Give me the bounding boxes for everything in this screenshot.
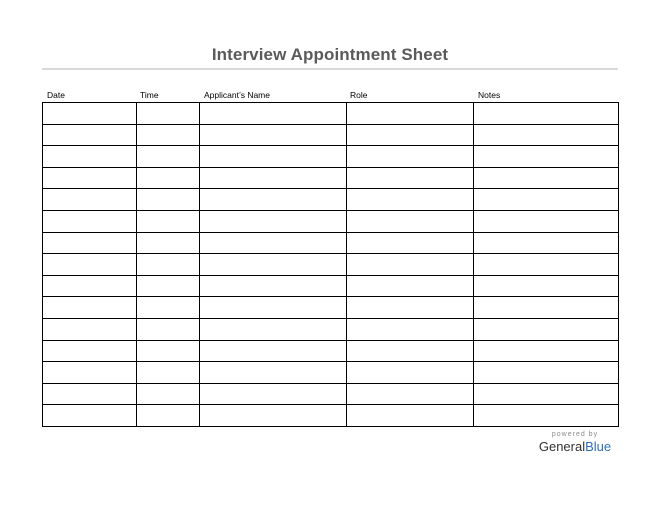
cell-notes[interactable] (474, 189, 619, 211)
cell-role[interactable] (347, 383, 474, 405)
table-row (43, 210, 619, 232)
table-row (43, 362, 619, 384)
column-header-notes: Notes (478, 90, 501, 100)
cell-applicant-name[interactable] (200, 340, 347, 362)
table-row (43, 189, 619, 211)
cell-role[interactable] (347, 232, 474, 254)
cell-notes[interactable] (474, 318, 619, 340)
cell-date[interactable] (43, 297, 137, 319)
cell-applicant-name[interactable] (200, 318, 347, 340)
cell-notes[interactable] (474, 232, 619, 254)
cell-role[interactable] (347, 297, 474, 319)
title-divider (42, 68, 618, 70)
cell-time[interactable] (137, 340, 200, 362)
cell-applicant-name[interactable] (200, 210, 347, 232)
column-header-role: Role (350, 90, 368, 100)
table-row (43, 103, 619, 125)
cell-date[interactable] (43, 362, 137, 384)
cell-time[interactable] (137, 124, 200, 146)
table-row (43, 405, 619, 427)
cell-role[interactable] (347, 167, 474, 189)
cell-date[interactable] (43, 210, 137, 232)
cell-role[interactable] (347, 210, 474, 232)
cell-time[interactable] (137, 297, 200, 319)
table-row (43, 297, 619, 319)
column-header-date: Date (47, 90, 65, 100)
cell-time[interactable] (137, 405, 200, 427)
cell-time[interactable] (137, 254, 200, 276)
cell-role[interactable] (347, 254, 474, 276)
brand-logo-blue: Blue (585, 439, 612, 454)
cell-notes[interactable] (474, 362, 619, 384)
cell-notes[interactable] (474, 210, 619, 232)
cell-date[interactable] (43, 146, 137, 168)
cell-date[interactable] (43, 275, 137, 297)
cell-time[interactable] (137, 189, 200, 211)
cell-role[interactable] (347, 275, 474, 297)
table-row (43, 146, 619, 168)
powered-by-footer (520, 431, 630, 454)
cell-role[interactable] (347, 405, 474, 427)
table-row (43, 232, 619, 254)
cell-notes[interactable] (474, 340, 619, 362)
cell-applicant-name[interactable] (200, 297, 347, 319)
cell-role[interactable] (347, 340, 474, 362)
cell-date[interactable] (43, 405, 137, 427)
cell-date[interactable] (43, 167, 137, 189)
table-row (43, 167, 619, 189)
cell-notes[interactable] (474, 297, 619, 319)
column-headers (42, 90, 618, 102)
cell-time[interactable] (137, 232, 200, 254)
cell-applicant-name[interactable] (200, 405, 347, 427)
cell-notes[interactable] (474, 405, 619, 427)
cell-time[interactable] (137, 103, 200, 125)
cell-date[interactable] (43, 383, 137, 405)
cell-notes[interactable] (474, 124, 619, 146)
cell-role[interactable] (347, 318, 474, 340)
cell-date[interactable] (43, 318, 137, 340)
cell-role[interactable] (347, 146, 474, 168)
cell-role[interactable] (347, 103, 474, 125)
cell-applicant-name[interactable] (200, 189, 347, 211)
table-row (43, 124, 619, 146)
cell-applicant-name[interactable] (200, 167, 347, 189)
cell-date[interactable] (43, 124, 137, 146)
cell-time[interactable] (137, 362, 200, 384)
brand-logo[interactable] (520, 439, 630, 454)
cell-applicant-name[interactable] (200, 124, 347, 146)
cell-date[interactable] (43, 189, 137, 211)
cell-notes[interactable] (474, 383, 619, 405)
cell-date[interactable] (43, 254, 137, 276)
cell-notes[interactable] (474, 275, 619, 297)
cell-time[interactable] (137, 383, 200, 405)
cell-applicant-name[interactable] (200, 275, 347, 297)
cell-time[interactable] (137, 167, 200, 189)
cell-date[interactable] (43, 340, 137, 362)
appointment-table (42, 102, 619, 427)
column-header-time: Time (140, 90, 159, 100)
cell-date[interactable] (43, 232, 137, 254)
appointment-table-body (43, 103, 619, 427)
table-row (43, 318, 619, 340)
cell-applicant-name[interactable] (200, 146, 347, 168)
document-title: Interview Appointment Sheet (211, 45, 449, 64)
cell-notes[interactable] (474, 146, 619, 168)
cell-time[interactable] (137, 210, 200, 232)
cell-applicant-name[interactable] (200, 383, 347, 405)
table-row (43, 275, 619, 297)
column-header-applicant-name: Applicant’s Name (204, 90, 270, 100)
cell-role[interactable] (347, 124, 474, 146)
table-row (43, 383, 619, 405)
cell-role[interactable] (347, 189, 474, 211)
cell-applicant-name[interactable] (200, 254, 347, 276)
powered-by-text: powered by (551, 431, 599, 438)
cell-notes[interactable] (474, 167, 619, 189)
cell-time[interactable] (137, 275, 200, 297)
cell-applicant-name[interactable] (200, 232, 347, 254)
table-row (43, 254, 619, 276)
cell-applicant-name[interactable] (200, 103, 347, 125)
cell-time[interactable] (137, 318, 200, 340)
cell-applicant-name[interactable] (200, 362, 347, 384)
cell-time[interactable] (137, 146, 200, 168)
cell-date[interactable] (43, 103, 137, 125)
brand-logo-general: General (538, 439, 586, 454)
cell-notes[interactable] (474, 103, 619, 125)
cell-role[interactable] (347, 362, 474, 384)
table-row (43, 340, 619, 362)
cell-notes[interactable] (474, 254, 619, 276)
